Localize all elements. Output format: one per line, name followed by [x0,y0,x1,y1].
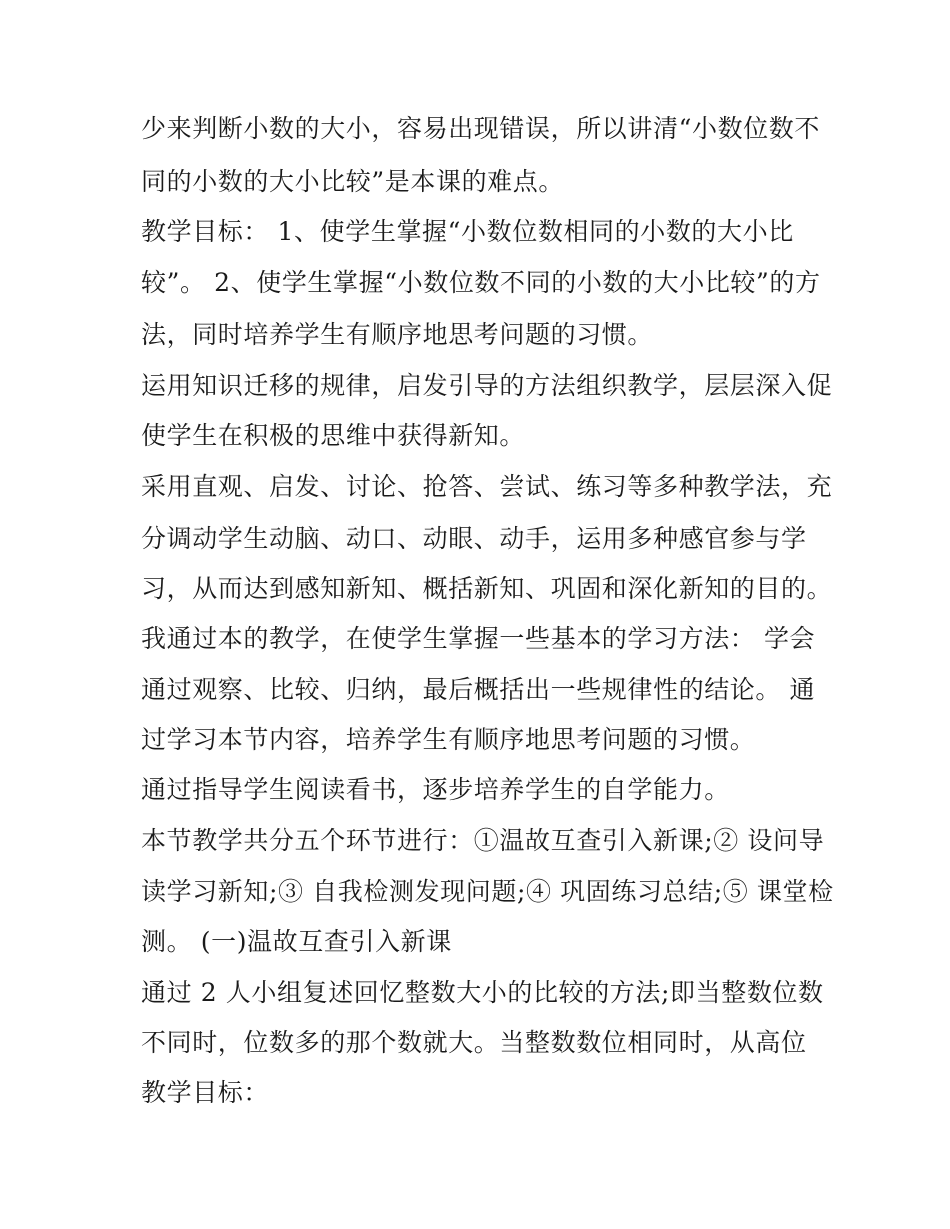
text-line: 不同时，位数多的那个数就大。当整数数位相同时，从高位 [141,1028,807,1057]
text-line: 较”。 2、使学生掌握“小数位数不同的小数的大小比较”的方 [141,268,821,297]
text-line: 同的小数的大小比较”是本课的难点。 [141,167,564,196]
text-line: 教学目标： 1、使学生掌握“小数位数相同的小数的大小比 [141,217,794,246]
text-line: 通过观察、比较、归纳，最后概括出一些规律性的结论。 通 [141,675,816,704]
text-line: 运用知识迁移的规律，启发引导的方法组织教学，层层深入促 [141,371,833,400]
text-line: 本节教学共分五个环节进行：①温故互查引入新课;② 设问导 [141,826,825,855]
text-line: 过学习本节内容，培养学生有顺序地思考问题的习惯。 [141,725,756,754]
text-line: 少来判断小数的大小，容易出现错误，所以讲清“小数位数不 [141,114,820,143]
text-line: 读学习新知;③ 自我检测发现问题;④ 巩固练习总结;⑤ 课堂检 [141,877,834,906]
text-line: 通过 2 人小组复述回忆整数大小的比较的方法;即当整数位数 [141,978,824,1007]
text-line: 习，从而达到感知新知、概括新知、巩固和深化新知的目的。 [141,574,833,603]
text-line: 测。 (一)温故互查引入新课 [141,927,452,956]
text-line: 教学目标： [141,1078,270,1107]
text-line: 使学生在积极的思维中获得新知。 [141,421,526,450]
text-line: 通过指导学生阅读看书，逐步培养学生的自学能力。 [141,775,730,804]
text-line: 分调动学生动脑、动口、动眼、动手，运用多种感官参与学 [141,524,807,553]
text-line: 法，同时培养学生有顺序地思考问题的习惯。 [141,320,654,349]
text-line: 采用直观、启发、讨论、抢答、尝试、练习等多种教学法，充 [141,472,833,501]
text-line: 我通过本的教学，在使学生掌握一些基本的学习方法： 学会 [141,624,816,653]
